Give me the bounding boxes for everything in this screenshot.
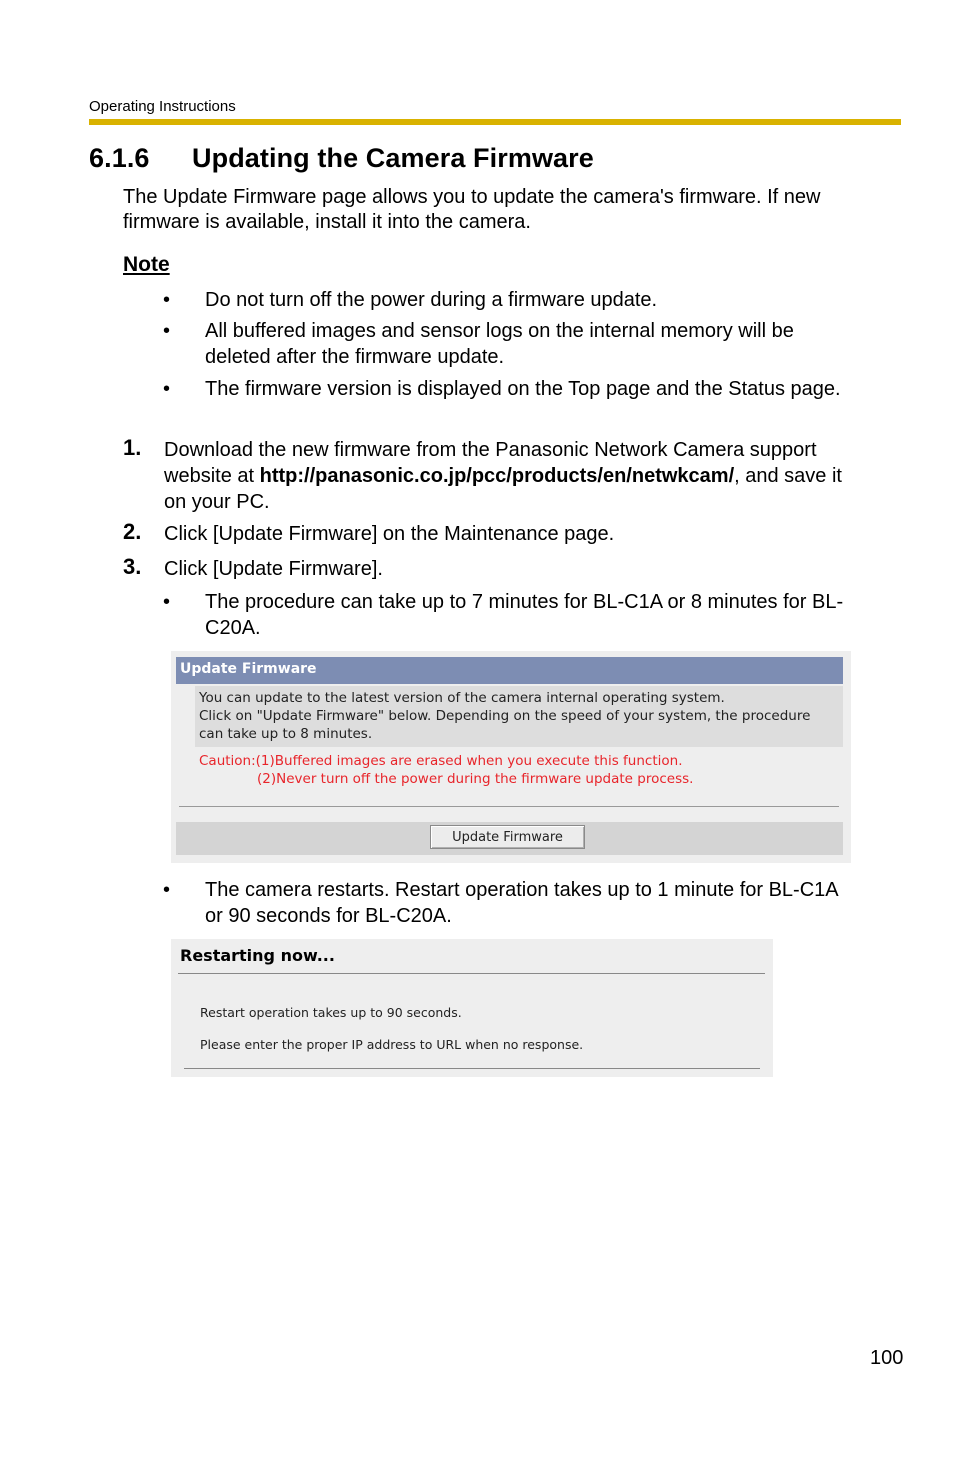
step-line-text: website at [164, 465, 260, 487]
divider [184, 1068, 760, 1069]
divider [178, 973, 765, 974]
note-item-line: deleted after the firmware update. [205, 346, 505, 368]
note-item [205, 318, 794, 370]
step-bullet-line: The camera restarts. Restart operation takes up to 1 minute for BL-C1A [205, 879, 839, 901]
bullet-icon: • [163, 378, 171, 400]
bullet-icon: • [163, 879, 171, 901]
note-item-line: The firmware version is displayed on the Top page and the Status page. [205, 378, 841, 400]
step-bullet-line: The procedure can take up to 7 minutes for BL-C1A or 8 minutes for BL- [205, 591, 844, 613]
restarting-message: Restart operation takes up to 90 seconds. [200, 1005, 462, 1020]
note-item-line: All buffered images and sensor logs on the internal memory will be [205, 320, 794, 342]
intro-line: firmware is available, install it into the camera. [123, 211, 531, 233]
step-number: 1. [123, 435, 142, 460]
caution-text: (2)Never turn off the power during the firmware update process. [257, 771, 694, 787]
section-number: 6.1.6 [89, 143, 150, 173]
note-item [205, 376, 841, 402]
firmware-url: http://panasonic.co.jp/pcc/products/en/netwkcam/ [259, 465, 735, 487]
step-line: on your PC. [164, 491, 270, 513]
step-text: Click [Update Firmware]. [164, 558, 383, 580]
restarting-message: Please enter the proper IP address to URL when no response. [200, 1037, 584, 1052]
step-bullet-line: or 90 seconds for BL-C20A. [205, 905, 452, 927]
intro-line: The Update Firmware page allows you to update the camera's firmware. If new [123, 186, 821, 208]
header-rule [89, 119, 901, 125]
restarting-title: Restarting now... [180, 946, 335, 965]
step-bullet [205, 877, 839, 929]
note-item [205, 287, 657, 313]
bullet-icon: • [163, 320, 171, 342]
step-text: Click [Update Firmware] on the Maintenance page. [164, 523, 615, 545]
info-line: can take up to 8 minutes. [199, 726, 373, 742]
caution-text: Caution:(1)Buffered images are erased when you execute this function. [199, 753, 683, 769]
step-line [164, 463, 904, 489]
update-firmware-title: Update Firmware [180, 661, 317, 677]
step-bullet-line: C20A. [205, 617, 261, 639]
divider [179, 806, 839, 807]
bullet-icon: • [163, 591, 171, 613]
running-header: Operating Instructions [89, 98, 236, 115]
page-number: 100 [870, 1347, 904, 1369]
section-heading [89, 143, 594, 174]
note-heading: Note [123, 253, 170, 276]
step-bullet [205, 589, 843, 641]
note-item-line: Do not turn off the power during a firmware update. [205, 289, 658, 311]
step-number: 2. [123, 519, 142, 544]
step-line: Download the new firmware from the Panasonic Network Camera support [164, 439, 817, 461]
step-line-text: , and save it [734, 465, 842, 487]
info-line: Click on "Update Firmware" below. Depending on the speed of your system, the procedure [199, 708, 811, 724]
info-line: You can update to the latest version of the camera internal operating system. [199, 690, 725, 706]
update-firmware-button[interactable]: Update Firmware [430, 825, 585, 849]
bullet-icon: • [163, 289, 171, 311]
intro-paragraph [123, 185, 903, 235]
section-title: Updating the Camera Firmware [192, 143, 594, 173]
step-text [164, 437, 904, 515]
step-number: 3. [123, 554, 142, 579]
